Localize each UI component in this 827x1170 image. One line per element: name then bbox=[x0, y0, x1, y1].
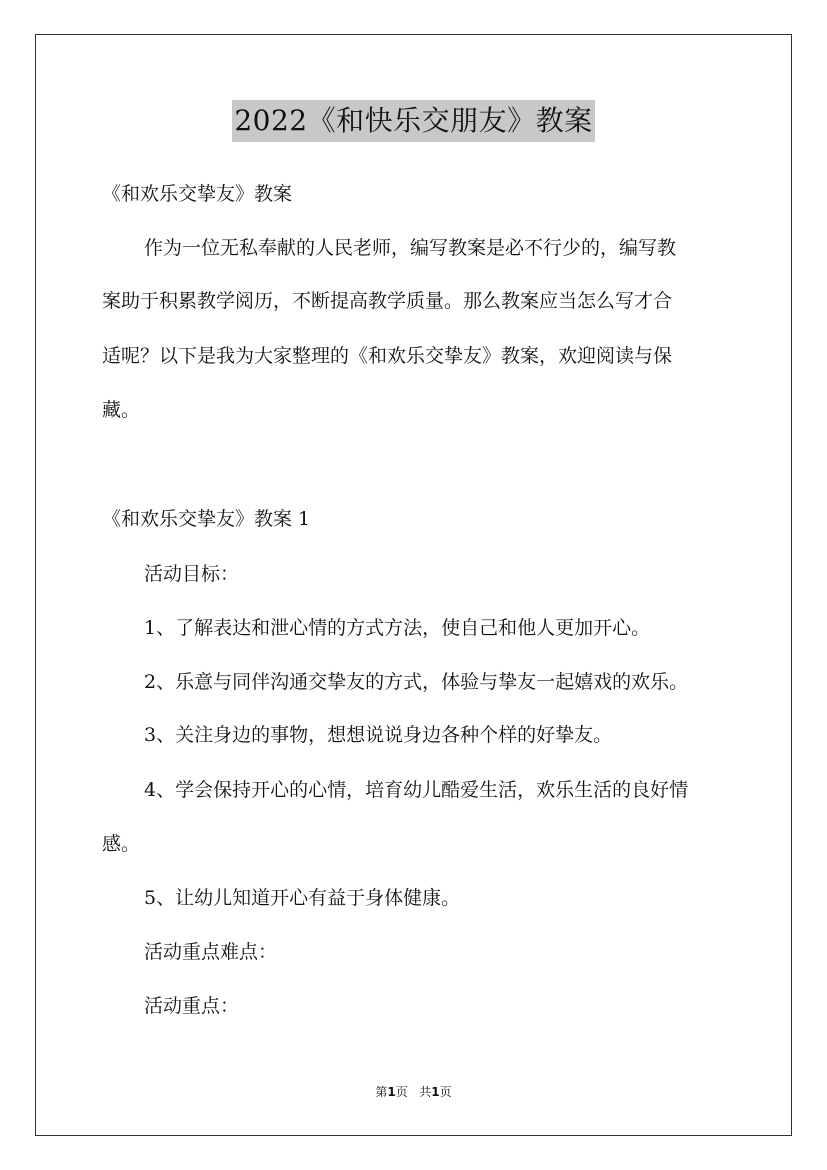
footer-page-suffix: 页 bbox=[395, 1085, 408, 1099]
footer-page-prefix: 第 bbox=[375, 1085, 388, 1099]
section-heading: 《和欢乐交挚友》教案 1 bbox=[102, 508, 311, 530]
goal-item-1: 1、了解表达和泄心情的方式方法，使自己和他人更加开心。 bbox=[144, 617, 651, 639]
goals-heading: 活动目标： bbox=[144, 563, 240, 585]
intro-line-3: 适呢？以下是我为大家整理的《和欢乐交挚友》教案，欢迎阅读与保 bbox=[102, 345, 673, 367]
goal-item-5: 5、让幼儿知道开心有益于身体健康。 bbox=[144, 887, 461, 909]
document-subtitle: 《和欢乐交挚友》教案 bbox=[102, 183, 293, 205]
footer-total-suffix: 页 bbox=[439, 1085, 452, 1099]
title-container bbox=[0, 100, 827, 142]
document-title: 2022《和快乐交朋友》教案 bbox=[232, 100, 594, 142]
goal-item-4: 4、学会保持开心的心情，培育幼儿酷爱生活，欢乐生活的良好情 bbox=[144, 779, 689, 801]
footer-total-prefix: 共 bbox=[419, 1085, 432, 1099]
page-footer bbox=[0, 1083, 827, 1101]
footer-page-number: 1 bbox=[387, 1085, 396, 1099]
intro-line-2: 案助于积累教学阅历，不断提高教学质量。那么教案应当怎么写才合 bbox=[102, 290, 673, 312]
goal-item-3: 3、关注身边的事物，想想说说身边各种个样的好挚友。 bbox=[144, 724, 613, 746]
goal-item-4-continued: 感。 bbox=[102, 833, 141, 855]
footer-total-number: 1 bbox=[431, 1085, 440, 1099]
goal-item-2: 2、乐意与同伴沟通交挚友的方式，体验与挚友一起嬉戏的欢乐。 bbox=[144, 671, 689, 693]
intro-line-4: 藏。 bbox=[102, 399, 141, 421]
intro-line-1: 作为一位无私奉献的人民老师，编写教案是必不行少的，编写教 bbox=[144, 237, 677, 259]
key-points-heading: 活动重点难点： bbox=[144, 941, 278, 963]
key-point-heading: 活动重点： bbox=[144, 995, 240, 1017]
